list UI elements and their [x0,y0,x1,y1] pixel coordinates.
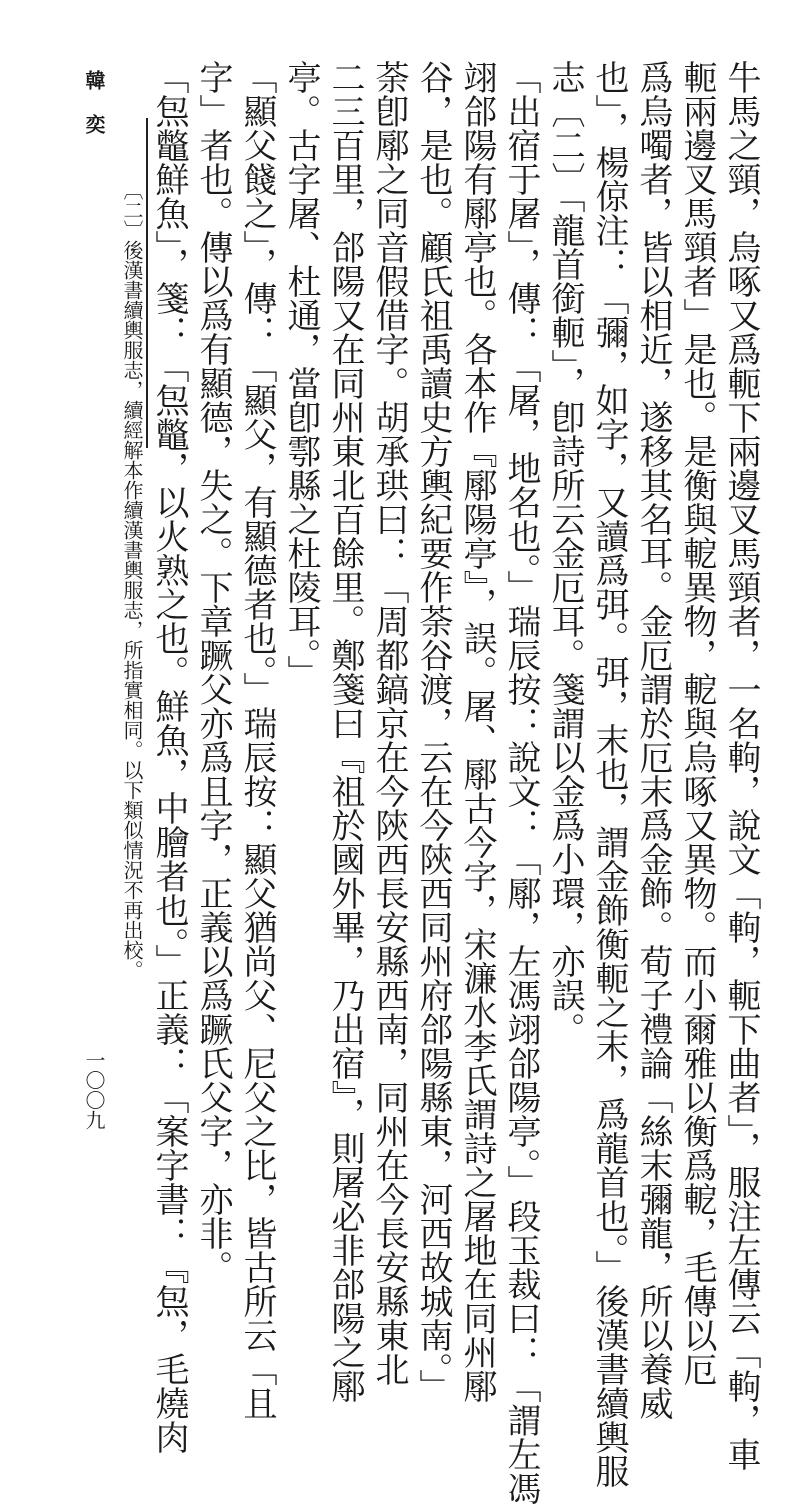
text-column: 二三百里，郃陽又在同州東北百餘里。鄭箋曰『祖於國外畢，乃出宿』，則屠必非郃陽之鄏 [325,60,365,1403]
text-column: 牛馬之頸，烏啄又爲軛下兩邊叉馬頸者，一名軥，說文「軥，軛下曲者」，服注左傳云「軥，車 [721,60,761,1471]
text-column: 「顯父餞之」，傳：「顯父，有顯德者也。」瑞辰按：顯父猶尚父、尼父之比，皆古所云「且 [237,60,277,1420]
running-header: 韓 奕 [82,70,106,134]
text-column: 荼卽鄏之同音假借字。胡承珙曰：「周都鎬京在今陝西長安縣西南，同州在今長安縣東北 [369,60,409,1386]
text-column: 谷，是也。顧氏祖禹讀史方輿紀要作荼谷渡，云在今陝西同州府郃陽縣東，河西故城南。」 [413,60,453,1403]
text-column: 亭。古字屠、杜通，當卽鄠縣之杜陵耳。」 [281,60,321,689]
text-column: 字」者也。傳以爲有顯德，失之。下章蹶父亦爲且字，正義以爲蹶氏父字，亦非。 [193,60,233,1284]
text-column: 翊郃陽有鄏亭也。各本作『鄏陽亭』，誤。屠、鄏古今字，宋濂水李氏謂詩之屠地在同州鄏 [457,60,497,1403]
footnote-rule [146,118,148,448]
text-column: 軛兩邊叉馬頸者」是也。是衡與軶異物，軶與烏啄又異物。而小爾雅以衡爲軶，毛傳以厄 [677,60,717,1386]
footnote: 〔二〕後漢書續輿服志，續經解本作續漢書輿服志，所指實相同。以下類似情況不再出校。 [120,180,144,980]
text-column: 「炰鼈鮮魚」，箋：「炰鼈，以火熟之也。鮮魚，中膾者也。」正義：「案字書：『炰，毛燒肉 [149,60,189,1454]
text-column: 志〔二〕「龍首銜軛」，卽詩所云金厄耳。箋謂以金爲小環，亦誤。 [545,60,585,1046]
page-number: 一〇〇九 [82,1050,106,1130]
text-column: 也」，楊倞注：「彌，如字，又讀爲弭。弭，末也，謂金飾衡軛之末，爲龍首也。」後漢書續輿服 [589,60,629,1488]
text-column: 爲烏噣者，皆以相近，遂移其名耳。金厄謂於厄末爲金飾。荀子禮論「絲末彌龍，所以養威 [633,60,673,1420]
text-column: 「出宿于屠」，傳：「屠，地名也。」瑞辰按：說文：「鄏，左馮翊郃陽亭。」段玉裁曰：「謂左馮 [501,60,541,1505]
